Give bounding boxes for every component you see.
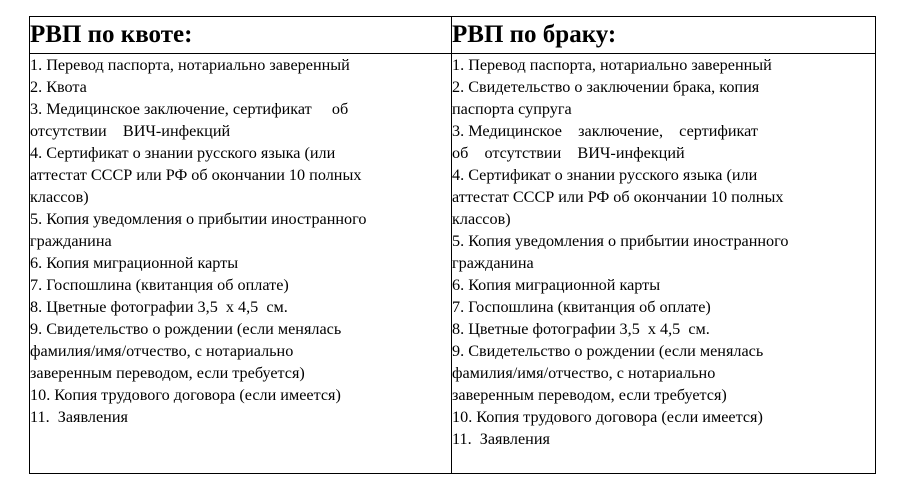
quota-column-header: РВП по квоте: <box>30 17 452 54</box>
document-line: 5. Копия уведомления о прибытии иностранного <box>452 232 789 250</box>
document-line: аттестат СССР или РФ об окончании 10 полных <box>30 166 362 184</box>
document-line: 8. Цветные фотографии 3,5 х 4,5 см. <box>452 320 710 338</box>
document-line: отсутствии ВИЧ-инфекций <box>30 122 231 140</box>
marriage-documents-list <box>452 54 875 450</box>
document-line: фамилия/имя/отчество, с нотариально <box>452 364 716 382</box>
document-line: 5. Копия уведомления о прибытии иностранного <box>30 210 367 228</box>
document-line: 9. Свидетельство о рождении (если менялась <box>452 342 764 360</box>
document-line: паспорта супруга <box>452 100 572 118</box>
document-line: 4. Сертификат о знании русского языка (или <box>452 166 758 184</box>
document-line: 7. Госпошлина (квитанция об оплате) <box>452 298 711 316</box>
marriage-column-cell <box>452 54 876 474</box>
table-body-row <box>30 54 876 474</box>
document-line: 4. Сертификат о знании русского языка (или <box>30 144 336 162</box>
document-line: 2. Квота <box>30 78 87 96</box>
document-line: 8. Цветные фотографии 3,5 х 4,5 см. <box>30 298 288 316</box>
quota-column-cell <box>30 54 452 474</box>
document-line: 3. Медицинское заключение, сертификат <box>452 122 758 140</box>
document-line: 1. Перевод паспорта, нотариально заверенный <box>452 56 772 74</box>
document-line: фамилия/имя/отчество, с нотариально <box>30 342 294 360</box>
document-line: гражданина <box>30 232 112 250</box>
document-line: 3. Медицинское заключение, сертификат об <box>30 100 349 118</box>
document-line: классов) <box>452 210 511 228</box>
documents-table <box>29 16 876 474</box>
quota-documents-list <box>30 54 451 428</box>
table-header-row <box>30 17 876 54</box>
document-line: аттестат СССР или РФ об окончании 10 полных <box>452 188 784 206</box>
document-line: 7. Госпошлина (квитанция об оплате) <box>30 276 289 294</box>
document-line: 10. Копия трудового договора (если имеется) <box>30 386 341 404</box>
document-line: гражданина <box>452 254 534 272</box>
document-line: 11. Заявления <box>452 430 550 448</box>
document-line: 10. Копия трудового договора (если имеется) <box>452 408 763 426</box>
marriage-column-header: РВП по браку: <box>452 17 876 54</box>
document-line: заверенным переводом, если требуется) <box>452 386 727 404</box>
document-line: 11. Заявления <box>30 408 128 426</box>
document-line: классов) <box>30 188 89 206</box>
document-line: 9. Свидетельство о рождении (если менялась <box>30 320 342 338</box>
document-line: об отсутствии ВИЧ-инфекций <box>452 144 685 162</box>
document-line: 1. Перевод паспорта, нотариально заверенный <box>30 56 350 74</box>
document-line: 6. Копия миграционной карты <box>30 254 239 272</box>
document-line: заверенным переводом, если требуется) <box>30 364 305 382</box>
document-line: 2. Свидетельство о заключении брака, копия <box>452 78 760 96</box>
document-line: 6. Копия миграционной карты <box>452 276 661 294</box>
